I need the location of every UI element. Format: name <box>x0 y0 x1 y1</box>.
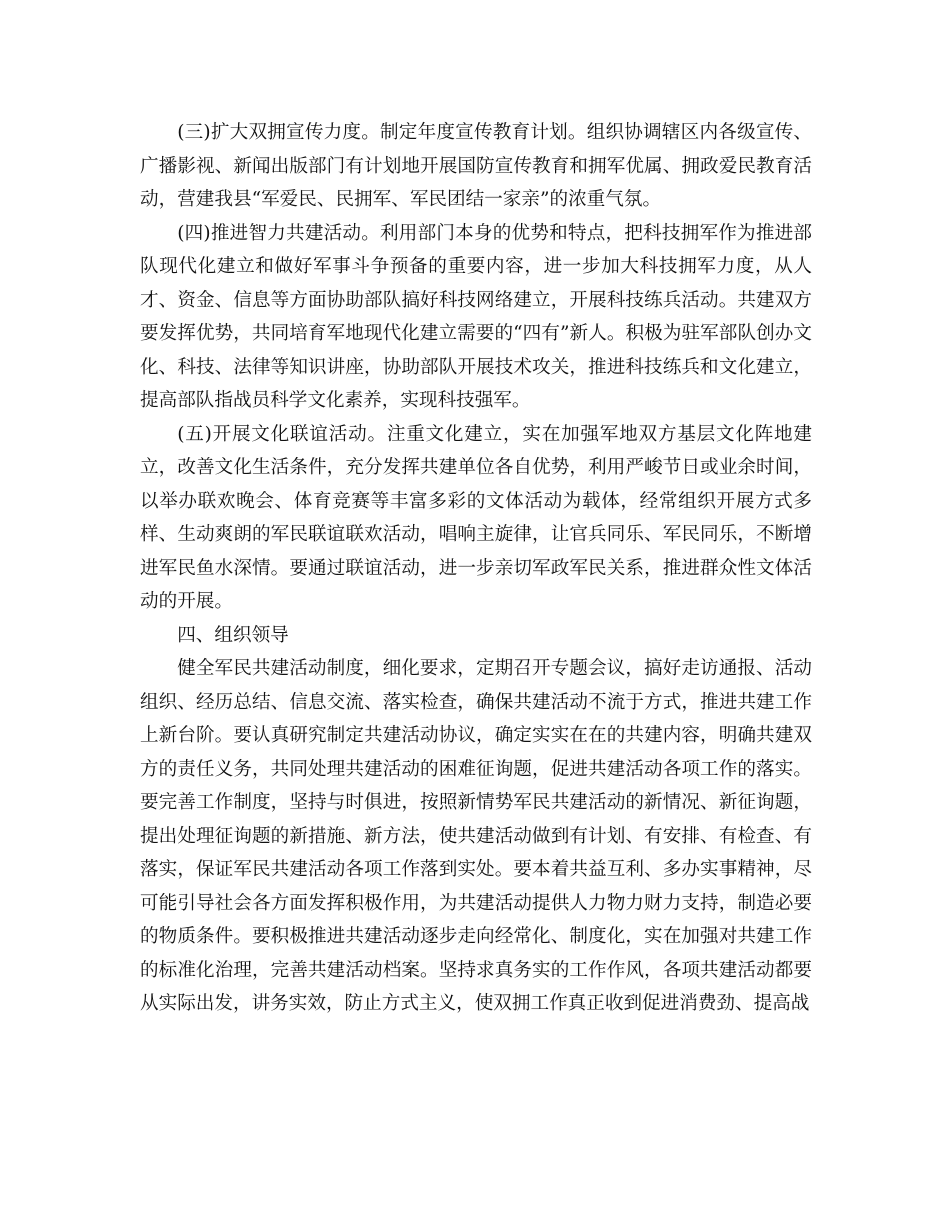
document-body <box>140 116 812 1021</box>
paragraph-section-3: (三)扩大双拥宣传力度。制定年度宣传教育计划。组织协调辖区内各级宣传、广播影视、新闻出版部门有计划地开展国防宣传教育和拥军优属、拥政爱民教育活动，营建我县“军爱民、民拥军、军民团结一家亲”的浓重气氛。 <box>140 122 812 210</box>
section-heading-organization: 四、组织领导 <box>177 624 289 646</box>
paragraph-section-4: (四)推进智力共建活动。利用部门本身的优势和特点，把科技拥军作为推进部队现代化建立和做好军事斗争预备的重要内容，进一步加大科技拥军力度，从人才、资金、信息等方面协助部队搞好科技网络建立，开展科技练兵活动。共建双方要发挥优势，共同培育军地现代化建立需要的“四有”新人。积极为驻军部队创办文化、科技、法律等知识讲座，协助部队开展技术攻关，推进科技练兵和文化建立，提高部队指战员科学文化素养，实现科技强军。 <box>140 222 812 411</box>
paragraph-organization-body: 健全军民共建活动制度，细化要求，定期召开专题会议，搞好走访通报、活动组织、经历总结、信息交流、落实检查，确保共建活动不流于方式，推进共建工作上新台阶。要认真研究制定共建活动协议，确定实实在在的共建内容，明确共建双方的责任义务，共同处理共建活动的困难征询题，促进共建活动各项工作的落实。要完善工作制度，坚持与时俱进，按照新情势军民共建活动的新情况、新征询题，提出处理征询题的新措施、新方法，使共建活动做到有计划、有安排、有检查、有落实，保证军民共建活动各项工作落到实处。要本着共益互利、多办实事精神，尽可能引导社会各方面发挥积极作用，为共建活动提供人力物力财力支持，制造必要的物质条件。要积极推进共建活动逐步走向经常化、制度化，实在加强对共建工作的标准化治理，完善共建活动档案。坚持求真务实的工作作风，各项共建活动都要从实际出发，讲务实效，防止方式主义，使双拥工作真正收到促进消费劲、提高战 <box>140 658 812 1014</box>
paragraph-section-5: (五)开展文化联谊活动。注重文化建立，实在加强军地双方基层文化阵地建立，改善文化生活条件，充分发挥共建单位各自优势，利用严峻节日或业余时间，以举办联欢晚会、体育竞赛等丰富多彩的文体活动为载体，经常组织开展方式多样、生动爽朗的军民联谊联欢活动，唱响主旋律，让官兵同乐、军民同乐，不断增进军民鱼水深情。要通过联谊活动，进一步亲切军政军民关系，推进群众性文体活动的开展。 <box>140 423 812 612</box>
